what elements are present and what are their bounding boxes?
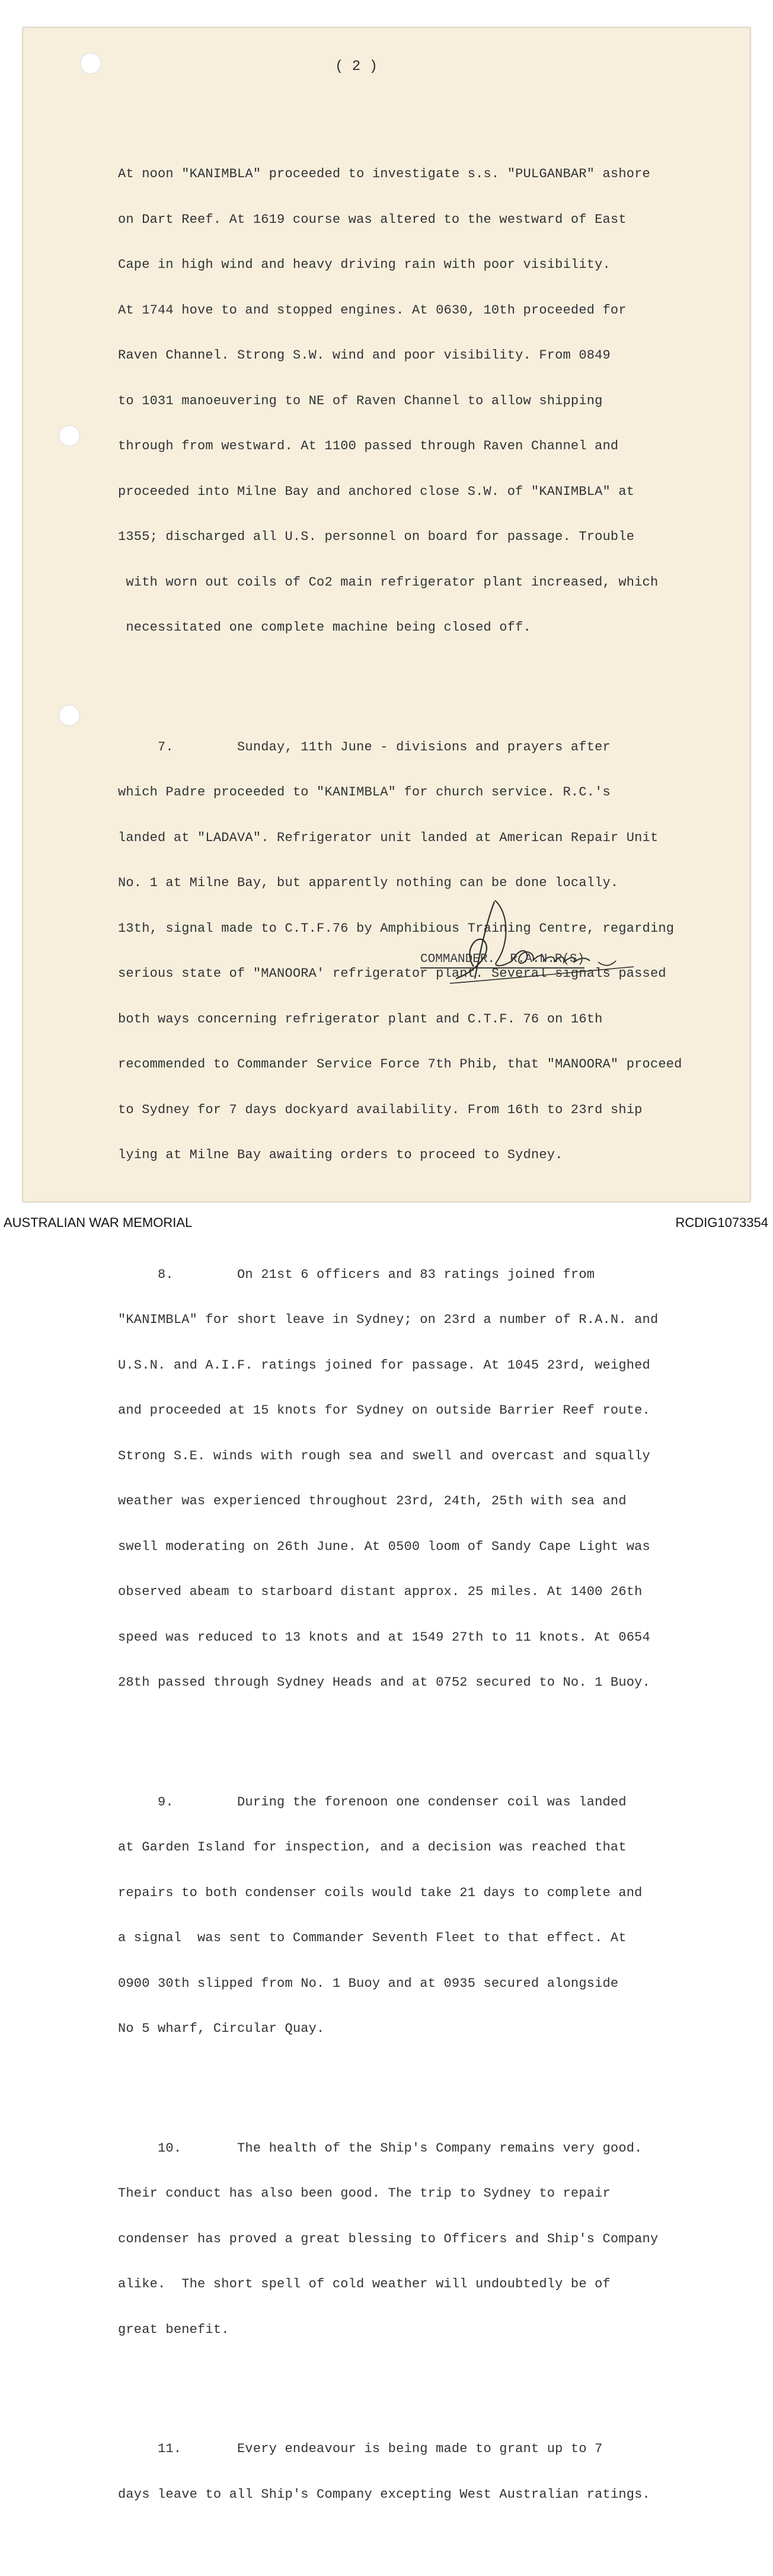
text-line: repairs to both condenser coils would take 21 days to complete and: [118, 1885, 643, 1900]
punch-hole: [59, 705, 80, 726]
text-line: recommended to Commander Service Force 7th Phib, that "MANOORA" proceed: [118, 1057, 682, 1072]
text-line: both ways concerning refrigerator plant and C.T.F. 76 on 16th: [118, 1011, 603, 1027]
text-line: No 5 wharf, Circular Quay.: [118, 2021, 325, 2036]
text-line: 11. Every endeavour is being made to grant up to 7: [118, 2441, 603, 2456]
paragraph: [118, 2411, 682, 2532]
text-line: speed was reduced to 13 knots and at 1549 27th to 11 knots. At 0654: [118, 1629, 650, 1645]
text-line: Cape in high wind and heavy driving rain with poor visibility.: [118, 257, 611, 272]
text-line: 28th passed through Sydney Heads and at 0752 secured to No. 1 Buoy.: [118, 1675, 650, 1690]
paragraph: [118, 2111, 682, 2368]
text-line: No. 1 at Milne Bay, but apparently nothing can be done locally.: [118, 875, 619, 890]
text-line: Raven Channel. Strong S.W. wind and poor visibility. From 0849: [118, 348, 611, 363]
text-line: 0900 30th slipped from No. 1 Buoy and at 0935 secured alongside: [118, 1976, 619, 1991]
punch-hole: [59, 425, 80, 446]
text-line: U.S.N. and A.I.F. ratings joined for passage. At 1045 23rd, weighed: [118, 1357, 650, 1373]
handwritten-signature: [438, 878, 651, 996]
text-line: to Sydney for 7 days dockyard availability. From 16th to 23rd ship: [118, 1102, 643, 1117]
text-line: alike. The short spell of cold weather will undoubtedly be of: [118, 2277, 611, 2291]
text-line: lying at Milne Bay awaiting orders to proceed to Sydney.: [118, 1148, 563, 1162]
footer-institution: AUSTRALIAN WAR MEMORIAL: [4, 1215, 193, 1230]
text-line: 9. During the forenoon one condenser coil was landed: [118, 1794, 627, 1810]
punch-hole: [80, 53, 101, 74]
text-line: necessitated one complete machine being closed off.: [118, 620, 531, 635]
text-line: 13th, signal made to C.T.F.76 by Amphibious Training Centre, regarding: [118, 921, 675, 936]
text-line: serious state of "MANOORA' refrigerator plant. Several signals passed: [118, 966, 666, 981]
text-line: At noon "KANIMBLA" proceeded to investigate s.s. "PULGANBAR" ashore: [118, 167, 650, 181]
signatory-rank: COMMANDER. R.A.N.R(S): [420, 953, 584, 969]
text-line: weather was experienced throughout 23rd, 24th, 25th with sea and: [118, 1494, 627, 1508]
text-line: 10. The health of the Ship's Company remains very good.: [118, 2140, 643, 2156]
text-line: 7. Sunday, 11th June - divisions and prayers after: [118, 739, 611, 755]
text-line: at Garden Island for inspection, and a decision was reached that: [118, 1840, 627, 1855]
paragraph: [118, 136, 682, 666]
text-line: great benefit.: [118, 2322, 229, 2337]
text-line: and proceeded at 15 knots for Sydney on outside Barrier Reef route.: [118, 1403, 650, 1418]
text-line: Strong S.E. winds with rough sea and swell and overcast and squally: [118, 1448, 650, 1463]
text-line: through from westward. At 1100 passed through Raven Channel and: [118, 439, 619, 453]
text-line: observed abeam to starboard distant approx. 25 miles. At 1400 26th: [118, 1584, 643, 1599]
text-line: landed at "LADAVA". Refrigerator unit landed at American Repair Unit: [118, 830, 659, 845]
text-line: 1355; discharged all U.S. personnel on board for passage. Trouble: [118, 529, 635, 544]
page-number: ( 2 ): [335, 59, 378, 75]
footer-record-id: RCDIG1073354: [675, 1215, 768, 1230]
text-line: swell moderating on 26th June. At 0500 loom of Sandy Cape Light was: [118, 1539, 650, 1554]
text-line: with worn out coils of Co2 main refrigerator plant increased, which: [118, 574, 659, 590]
text-line: condenser has proved a great blessing to Officers and Ship's Company: [118, 2231, 659, 2246]
text-line: "KANIMBLA" for short leave in Sydney; on 23rd a number of R.A.N. and: [118, 1312, 659, 1327]
paragraph: [118, 1237, 682, 1721]
text-line: a signal was sent to Commander Seventh Fleet to that effect. At: [118, 1931, 627, 1945]
text-line: Their conduct has also been good. The trip to Sydney to repair: [118, 2186, 611, 2201]
text-line: proceeded into Milne Bay and anchored close S.W. of "KANIMBLA" at: [118, 484, 635, 499]
text-line: 8. On 21st 6 officers and 83 ratings joined from: [118, 1267, 595, 1282]
text-line: on Dart Reef. At 1619 course was altered to the westward of East: [118, 212, 627, 227]
body-text: [118, 106, 682, 2576]
text-line: At 1744 hove to and stopped engines. At 0630, 10th proceeded for: [118, 302, 627, 318]
text-line: which Padre proceeded to "KANIMBLA" for church service. R.C.'s: [118, 785, 611, 800]
text-line: to 1031 manoeuvering to NE of Raven Channel to allow shipping: [118, 393, 603, 408]
paragraph: [118, 1765, 682, 2067]
text-line: days leave to all Ship's Company excepting West Australian ratings.: [118, 2486, 650, 2502]
